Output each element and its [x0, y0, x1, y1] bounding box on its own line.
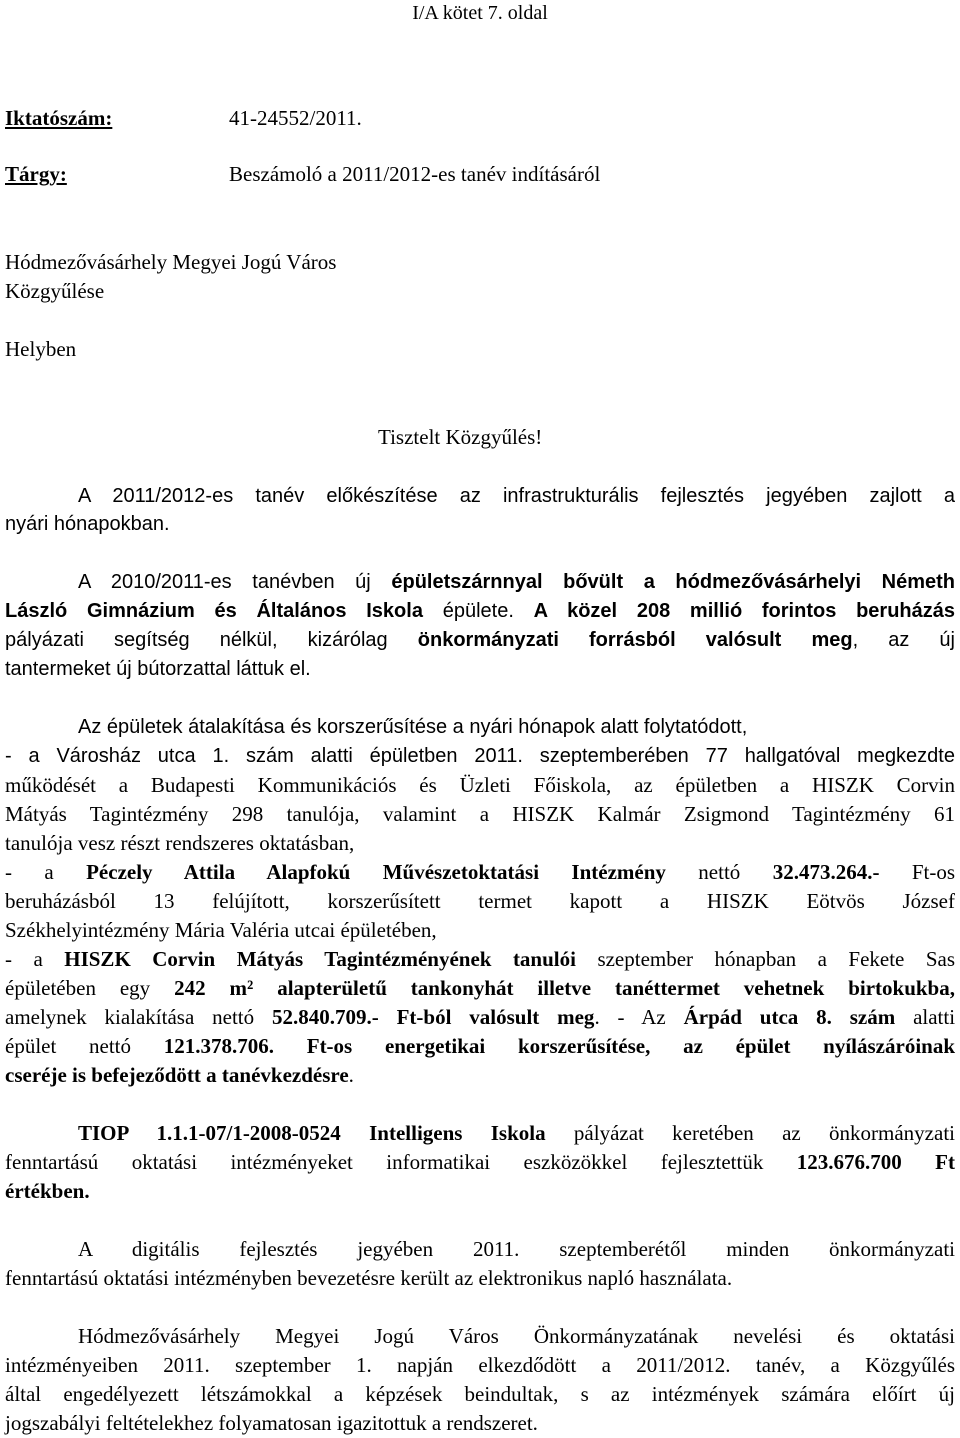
paragraph-line: A 2010/2011-es tanévben új épületszárnnyal bővült a hódmezővásárhelyi Németh: [78, 571, 956, 593]
paragraph-line: Mátyás Tagintézmény 298 tanulója, valamint a HISZK Kalmár Zsigmond Tagintézmény 61: [5, 802, 955, 826]
paragraph-line: László Gimnázium és Általános Iskola épülete. A közel 208 millió forintos beruházás: [5, 600, 955, 622]
paragraph-line: által engedélyezett létszámokkal a képzések beindultak, s az intézmények számára előírt új: [5, 1382, 955, 1406]
paragraph-line: épület nettó 121.378.706. Ft-os energetikai korszerűsítése, az épület nyílászáróinak: [5, 1034, 956, 1058]
paragraph-line: TIOP 1.1.1-07/1-2008-0524 Intelligens Iskola pályázat keretében az önkormányzati: [78, 1121, 955, 1145]
paragraph-line: működését a Budapesti Kommunikációs és Üzleti Főiskola, az épületben a HISZK Corvin: [5, 773, 955, 797]
salutation: Tisztelt Közgyűlés!: [378, 425, 543, 449]
paragraph-line: tanulója vesz részt rendszeres oktatásban,: [5, 831, 355, 855]
paragraph-line: A 2011/2012-es tanév előkészítése az infrastrukturális fejlesztés jegyében zajlott a: [78, 485, 955, 507]
paragraph-line: épületében egy 242 m² alapterületű tankonyhát illetve tanéttermet vehetnek birtokukba,: [5, 976, 955, 1000]
addressee-line-2: Közgyűlése: [5, 279, 105, 303]
paragraph-line: értékben.: [5, 1179, 90, 1203]
paragraph-line: beruházásból 13 felújított, korszerűsített termet kapott a HISZK Eötvös József: [5, 889, 955, 913]
page-header: [5, 0, 955, 26]
addressee-line-1: Hódmezővásárhely Megyei Jogú Város: [5, 250, 337, 274]
paragraph-line: tantermeket új bútorzattal láttuk el.: [5, 658, 311, 680]
paragraph-line: fenntartású oktatási intézményben bevezetésre került az elektronikus napló használata.: [5, 1266, 733, 1290]
paragraph-line: Székhelyintézmény Mária Valéria utcai épületében,: [5, 918, 437, 942]
subject-label: Tárgy:: [5, 162, 67, 186]
paragraph-line: - a HISZK Corvin Mátyás Tagintézményének tanulói szeptember hónapban a Fekete Sas: [5, 947, 956, 971]
paragraph-line: cseréje is befejeződött a tanévkezdésre.: [5, 1063, 354, 1087]
paragraph-line: Hódmezővásárhely Megyei Jogú Város Önkormányzatának nevelési és oktatási: [78, 1324, 955, 1348]
paragraph-line: nyári hónapokban.: [5, 513, 170, 535]
paragraph-line: intézményeiben 2011. szeptember 1. napján elkezdődött a 2011/2012. tanév, a Közgyűlés: [5, 1353, 955, 1377]
paragraph-line: - a Péczely Attila Alapfokú Művészetoktatási Intézmény nettó 32.473.264.- Ft-os: [5, 860, 956, 884]
paragraph-line: Az épületek átalakítása és korszerűsítése a nyári hónapok alatt folytatódott,: [78, 716, 748, 738]
paragraph-line: fenntartású oktatási intézményeket informatikai eszközökkel fejlesztettük 123.676.700 Ft: [5, 1150, 956, 1174]
paragraph-line: A digitális fejlesztés jegyében 2011. szeptemberétől minden önkormányzati: [78, 1237, 955, 1261]
paragraph-line: - a Városház utca 1. szám alatti épületben 2011. szeptemberében 77 hallgatóval megkezdte: [5, 745, 955, 767]
addressee-location: Helyben: [5, 337, 77, 361]
subject-value: Beszámoló a 2011/2012-es tanév indításáról: [229, 162, 601, 186]
registration-label: Iktatószám:: [5, 106, 113, 130]
page-number-label: I/A kötet 7. oldal: [412, 2, 548, 24]
paragraph-line: pályázati segítség nélkül, kizárólag önkormányzati forrásból valósult meg, az új: [5, 629, 955, 651]
paragraph-line: jogszabályi feltételekhez folyamatosan igazitottuk a rendszeret.: [5, 1411, 538, 1435]
registration-number: 41-24552/2011.: [229, 106, 362, 130]
paragraph-line: amelynek kialakítása nettó 52.840.709.- Ft-ból valósult meg. - Az Árpád utca 8. szám alatti: [5, 1005, 956, 1029]
